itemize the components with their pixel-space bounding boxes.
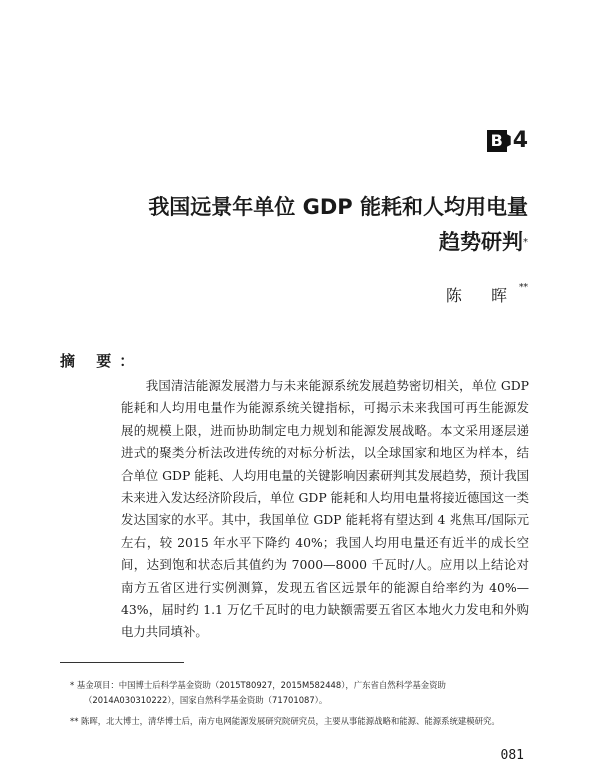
paper-title [88,190,528,260]
abstract-body [121,375,529,644]
page-number: 081 [500,748,524,763]
footnotes [60,678,540,735]
author-name: 陈 晖 [445,286,519,305]
chapter-badge [487,128,528,153]
footnote-marker: * [70,680,75,690]
footnote-author [60,714,540,729]
title-footnote-marker: * [523,237,528,248]
abstract-text: 我国清洁能源发展潜力与未来能源系统发展趋势密切相关，单位 GDP 能耗和人均用电量作为能源系统关键指标，可揭示未来我国可再生能源发展的规模上限，进而协助制定电力规划和能源发展战略。本文采用逐层递进式的聚类分析法改进传统的对标分析法，以全球国家和地区为样本，结合单位 GDP 能耗、人均用电量的关键影响因素研判其发展趋势，预计我国未来进入发达经济阶段后，单位 GDP 能耗和人均用电量将接近德国这一类发达国家的水平。其中，我国单位 GDP 能耗将有望达到 4 兆焦耳/国际元左右，较 2015 年水平下降约 40%；我国人均用电量还有近半的成长空间，达到饱和状态后其值约为 7000—8000 千瓦时/人。应用以上结论对南方五省区进行实例测算，发现五省区远景年的能源自给率约为 40%—43%，届时约 1.1 万亿千瓦时的电力缺额需要五省区本地火力发电和外购电力共同填补。 [121,378,529,640]
footnote-funding [60,678,540,708]
title-line-1: 我国远景年单位 GDP 能耗和人均用电量 [148,195,528,219]
footnote-marker: ** [70,716,79,726]
footnote-text: 基金项目：中国博士后科学基金资助（2015T80927，2015M582448），广东省自然科学基金资助（2014A030310222），国家自然科学基金资助（71701087）。 [76,680,446,705]
title-line-2-text: 趋势研判 [439,230,523,254]
abstract-label: 摘 要： [60,352,143,370]
title-line-2 [88,225,528,260]
chapter-number: 4 [512,128,528,153]
author [446,283,528,306]
footnote-text: 陈晖，北大博士，清华博士后，南方电网能源发展研究院研究员，主要从事能源战略和能源、能源系统建模研究。 [81,716,500,726]
author-footnote-marker: ** [519,283,528,293]
chapter-logo-icon: B [487,130,507,152]
footnote-divider [60,662,184,663]
